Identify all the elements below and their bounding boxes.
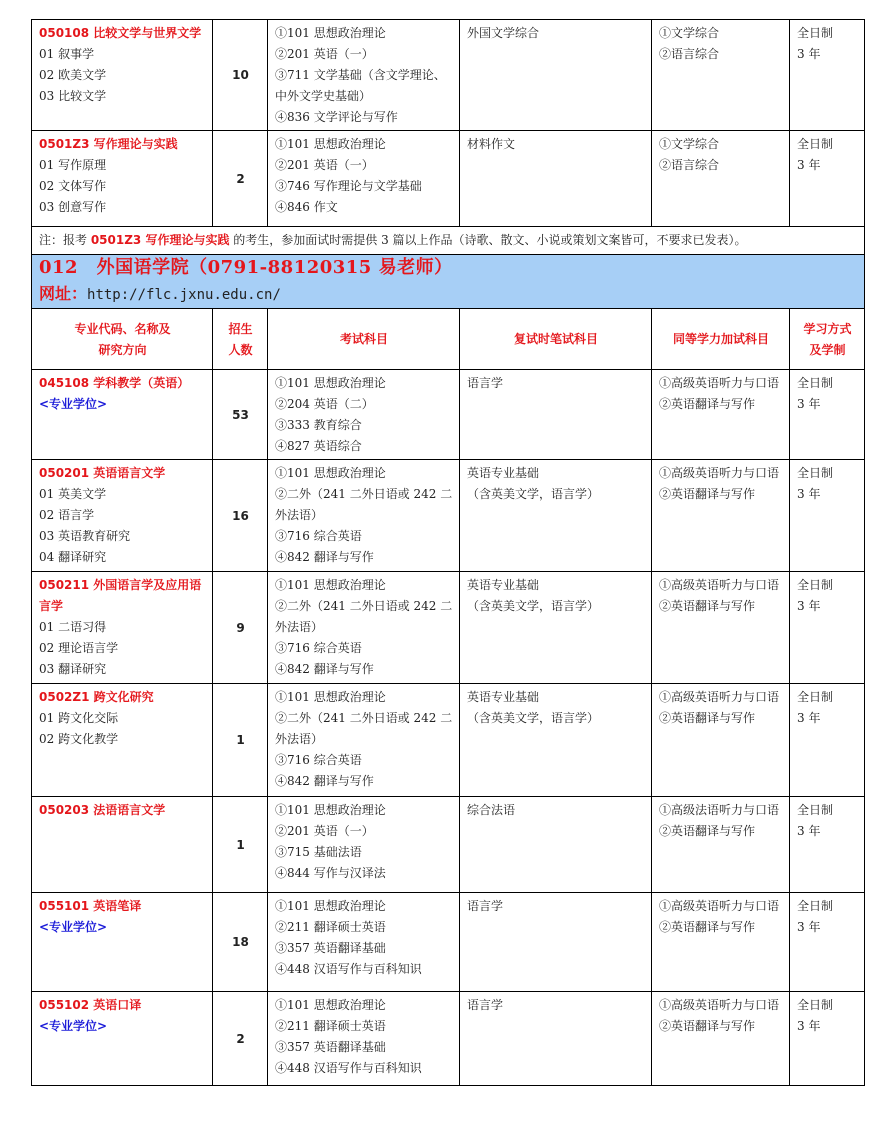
exam-subject: ②211 翻译硕士英语 xyxy=(275,1019,386,1033)
retest-subject-cell xyxy=(460,797,652,893)
note-prefix: 注：报考 xyxy=(39,233,91,247)
research-direction: 03 比较文学 xyxy=(39,89,107,103)
degree-type-tag: <专业学位> xyxy=(39,1019,108,1033)
program-name: 050201 英语语言文学 xyxy=(39,466,166,480)
study-mode-cell xyxy=(790,893,865,992)
literature-rows xyxy=(32,20,865,227)
college-banner-cell xyxy=(32,255,865,309)
extra-test-subject-cell xyxy=(652,370,790,460)
extra-test-subject-cell xyxy=(652,797,790,893)
exam-subject: ④827 英语综合 xyxy=(275,439,362,453)
header-major: 专业代码、名称及 研究方向 xyxy=(32,309,213,370)
note-suffix: 的考生，参加面试时需提供 3 篇以上作品（诗歌、散文、小说或策划文案皆可，不要求已发表）。 xyxy=(229,233,747,247)
study-mode: 3 年 xyxy=(797,487,821,501)
study-mode: 3 年 xyxy=(797,397,821,411)
study-mode: 全日制 xyxy=(797,578,834,592)
exam-subject: ③711 文学基础（含文学理论、中外文学史基础） xyxy=(275,68,446,103)
header-mode: 学习方式 及学制 xyxy=(790,309,865,370)
exam-subject: ①101 思想政治理论 xyxy=(275,690,386,704)
study-mode: 全日制 xyxy=(797,137,834,151)
exam-subject: ③357 英语翻译基础 xyxy=(275,1040,386,1054)
retest-subject: 外国文学综合 xyxy=(467,26,540,40)
header-count: 招生 人数 xyxy=(213,309,268,370)
extra-test-subject: ①高级法语听力与口语 xyxy=(659,803,780,817)
extra-test-subject: ①高级英语听力与口语 xyxy=(659,899,780,913)
study-mode-cell xyxy=(790,20,865,131)
exam-subject: ③716 综合英语 xyxy=(275,753,362,767)
retest-subject: 英语专业基础 xyxy=(467,578,540,592)
exam-subject: ④836 文学评论与写作 xyxy=(275,110,398,124)
extra-test-subject-cell xyxy=(652,572,790,684)
exam-subject: ③716 综合英语 xyxy=(275,529,362,543)
research-direction: 02 文体写作 xyxy=(39,179,107,193)
retest-subject-cell xyxy=(460,684,652,797)
retest-subject: 语言学 xyxy=(467,376,504,390)
extra-test-subject: ②英语翻译与写作 xyxy=(659,397,756,411)
program-name: 050108 比较文学与世界文学 xyxy=(39,26,202,40)
program-cell xyxy=(32,370,213,460)
exam-subject: ③333 教育综合 xyxy=(275,418,362,432)
enrollment-count: 2 xyxy=(213,992,268,1086)
extra-test-subject-cell xyxy=(652,992,790,1086)
exam-subject-cell xyxy=(268,572,460,684)
note-cell xyxy=(32,227,865,255)
program-cell xyxy=(32,20,213,131)
program-cell xyxy=(32,572,213,684)
program-name: 055101 英语笔译 xyxy=(39,899,142,913)
exam-subject-cell xyxy=(268,684,460,797)
enrollment-count: 1 xyxy=(213,797,268,893)
research-direction: 02 欧美文学 xyxy=(39,68,107,82)
header-retest: 复试时笔试科目 xyxy=(460,309,652,370)
research-direction: 02 语言学 xyxy=(39,508,95,522)
exam-subject: ①101 思想政治理论 xyxy=(275,376,386,390)
program-cell xyxy=(32,797,213,893)
exam-subject: ②二外（241 二外日语或 242 二外法语） xyxy=(275,487,453,522)
exam-subject-cell xyxy=(268,20,460,131)
study-mode: 全日制 xyxy=(797,26,834,40)
study-mode-cell xyxy=(790,684,865,797)
retest-subject-cell xyxy=(460,370,652,460)
enrollment-count: 18 xyxy=(213,893,268,992)
foreign-language-rows xyxy=(32,370,865,1086)
enrollment-count: 53 xyxy=(213,370,268,460)
note-highlight: 0501Z3 写作理论与实践 xyxy=(90,233,230,247)
program-row xyxy=(32,370,865,460)
degree-type-tag: <专业学位> xyxy=(39,397,108,411)
extra-test-subject: ②英语翻译与写作 xyxy=(659,1019,756,1033)
exam-subject-cell xyxy=(268,131,460,227)
program-row xyxy=(32,992,865,1086)
research-direction: 02 跨文化教学 xyxy=(39,732,119,746)
program-cell xyxy=(32,684,213,797)
exam-subject: ①101 思想政治理论 xyxy=(275,998,386,1012)
extra-test-subject-cell xyxy=(652,20,790,131)
study-mode: 3 年 xyxy=(797,711,821,725)
extra-test-subject-cell xyxy=(652,460,790,572)
retest-subject: （含英美文学，语言学） xyxy=(467,599,600,613)
exam-subject: ②201 英语（一） xyxy=(275,47,374,61)
enrollment-count: 10 xyxy=(213,20,268,131)
research-direction: 01 叙事学 xyxy=(39,47,95,61)
exam-subject: ①101 思想政治理论 xyxy=(275,466,386,480)
exam-subject: ④448 汉语写作与百科知识 xyxy=(275,1061,422,1075)
retest-subject: （含英美文学，语言学） xyxy=(467,711,600,725)
retest-subject: 语言学 xyxy=(467,998,504,1012)
extra-test-subject: ①高级英语听力与口语 xyxy=(659,578,780,592)
retest-subject: 语言学 xyxy=(467,899,504,913)
extra-test-subject: ①高级英语听力与口语 xyxy=(659,376,780,390)
college-banner xyxy=(32,255,865,309)
retest-subject: 英语专业基础 xyxy=(467,466,540,480)
program-name: 045108 学科教学（英语） xyxy=(39,376,190,390)
retest-subject-cell xyxy=(460,572,652,684)
catalog-table xyxy=(31,19,865,1086)
retest-subject-cell xyxy=(460,131,652,227)
study-mode: 全日制 xyxy=(797,690,834,704)
study-mode: 全日制 xyxy=(797,466,834,480)
extra-test-subject: ①高级英语听力与口语 xyxy=(659,998,780,1012)
research-direction: 01 二语习得 xyxy=(39,620,107,634)
retest-subject: 材料作文 xyxy=(467,137,516,151)
study-mode-cell xyxy=(790,131,865,227)
study-mode: 全日制 xyxy=(797,376,834,390)
program-cell xyxy=(32,460,213,572)
extra-test-subject-cell xyxy=(652,684,790,797)
program-name: 0501Z3 写作理论与实践 xyxy=(39,137,178,151)
extra-test-subject: ②英语翻译与写作 xyxy=(659,599,756,613)
exam-subject: ④842 翻译与写作 xyxy=(275,774,374,788)
exam-subject: ②二外（241 二外日语或 242 二外法语） xyxy=(275,711,453,746)
note-row xyxy=(32,227,865,255)
extra-test-subject: ②英语翻译与写作 xyxy=(659,711,756,725)
exam-subject: ①101 思想政治理论 xyxy=(275,578,386,592)
extra-test-subject: ②英语翻译与写作 xyxy=(659,824,756,838)
exam-subject: ①101 思想政治理论 xyxy=(275,899,386,913)
extra-test-subject: ①高级英语听力与口语 xyxy=(659,690,780,704)
study-mode-cell xyxy=(790,572,865,684)
college-title: 012 外国语学院（0791-88120315 易老师） xyxy=(39,257,453,278)
retest-subject-cell xyxy=(460,893,652,992)
exam-subject: ②二外（241 二外日语或 242 二外法语） xyxy=(275,599,453,634)
extra-test-subject: ①高级英语听力与口语 xyxy=(659,466,780,480)
exam-subject: ③357 英语翻译基础 xyxy=(275,941,386,955)
enrollment-count: 16 xyxy=(213,460,268,572)
header-exam: 考试科目 xyxy=(268,309,460,370)
program-cell xyxy=(32,131,213,227)
study-mode: 3 年 xyxy=(797,920,821,934)
program-row xyxy=(32,131,865,227)
exam-subject: ④842 翻译与写作 xyxy=(275,662,374,676)
exam-subject: ②204 英语（二） xyxy=(275,397,374,411)
extra-test-subject: ①文学综合 xyxy=(659,137,720,151)
research-direction: 02 理论语言学 xyxy=(39,641,119,655)
extra-test-subject-cell xyxy=(652,893,790,992)
study-mode: 3 年 xyxy=(797,47,821,61)
exam-subject: ①101 思想政治理论 xyxy=(275,26,386,40)
study-mode: 全日制 xyxy=(797,899,834,913)
study-mode: 3 年 xyxy=(797,1019,821,1033)
exam-subject: ②211 翻译硕士英语 xyxy=(275,920,386,934)
enrollment-count: 9 xyxy=(213,572,268,684)
study-mode-cell xyxy=(790,797,865,893)
exam-subject-cell xyxy=(268,370,460,460)
exam-subject: ④844 写作与汉译法 xyxy=(275,866,386,880)
program-name: 050211 外国语言学及应用语言学 xyxy=(39,578,202,613)
program-row xyxy=(32,20,865,131)
program-cell xyxy=(32,992,213,1086)
enrollment-count: 2 xyxy=(213,131,268,227)
research-direction: 04 翻译研究 xyxy=(39,550,107,564)
research-direction: 03 英语教育研究 xyxy=(39,529,131,543)
exam-subject: ②201 英语（一） xyxy=(275,824,374,838)
research-direction: 01 跨文化交际 xyxy=(39,711,119,725)
extra-test-subject: ②语言综合 xyxy=(659,158,720,172)
program-name: 0502Z1 跨文化研究 xyxy=(39,690,154,704)
header-extra: 同等学力加试科目 xyxy=(652,309,790,370)
exam-subject: ①101 思想政治理论 xyxy=(275,137,386,151)
program-row xyxy=(32,684,865,797)
retest-subject: 英语专业基础 xyxy=(467,690,540,704)
college-site-label: 网址： xyxy=(39,284,88,303)
study-mode: 3 年 xyxy=(797,599,821,613)
exam-subject: ④448 汉语写作与百科知识 xyxy=(275,962,422,976)
extra-test-subject: ②英语翻译与写作 xyxy=(659,920,756,934)
study-mode: 3 年 xyxy=(797,824,821,838)
extra-test-subject: ②英语翻译与写作 xyxy=(659,487,756,501)
college-site-url[interactable]: http://flc.jxnu.edu.cn/ xyxy=(87,287,281,303)
extra-test-subject: ①文学综合 xyxy=(659,26,720,40)
degree-type-tag: <专业学位> xyxy=(39,920,108,934)
exam-subject-cell xyxy=(268,460,460,572)
research-direction: 03 创意写作 xyxy=(39,200,107,214)
program-name: 050203 法语语言文学 xyxy=(39,803,166,817)
retest-subject-cell xyxy=(460,20,652,131)
program-row xyxy=(32,893,865,992)
exam-subject: ③746 写作理论与文学基础 xyxy=(275,179,422,193)
retest-subject-cell xyxy=(460,992,652,1086)
study-mode: 全日制 xyxy=(797,998,834,1012)
college-website xyxy=(39,281,857,308)
program-row xyxy=(32,797,865,893)
column-header-row xyxy=(32,309,865,370)
exam-subject-cell xyxy=(268,893,460,992)
retest-subject-cell xyxy=(460,460,652,572)
retest-subject: 综合法语 xyxy=(467,803,516,817)
study-mode: 3 年 xyxy=(797,158,821,172)
study-mode: 全日制 xyxy=(797,803,834,817)
exam-subject-cell xyxy=(268,992,460,1086)
exam-subject: ③716 综合英语 xyxy=(275,641,362,655)
program-row xyxy=(32,460,865,572)
program-cell xyxy=(32,893,213,992)
research-direction: 01 写作原理 xyxy=(39,158,107,172)
extra-test-subject-cell xyxy=(652,131,790,227)
exam-subject-cell xyxy=(268,797,460,893)
exam-subject: ②201 英语（一） xyxy=(275,158,374,172)
research-direction: 03 翻译研究 xyxy=(39,662,107,676)
study-mode-cell xyxy=(790,992,865,1086)
study-mode-cell xyxy=(790,460,865,572)
extra-test-subject: ②语言综合 xyxy=(659,47,720,61)
exam-subject: ①101 思想政治理论 xyxy=(275,803,386,817)
enrollment-count: 1 xyxy=(213,684,268,797)
program-name: 055102 英语口译 xyxy=(39,998,142,1012)
exam-subject: ④842 翻译与写作 xyxy=(275,550,374,564)
admission-catalog-page xyxy=(31,19,864,1086)
program-row xyxy=(32,572,865,684)
retest-subject: （含英美文学，语言学） xyxy=(467,487,600,501)
exam-subject: ③715 基础法语 xyxy=(275,845,362,859)
exam-subject: ④846 作文 xyxy=(275,200,338,214)
study-mode-cell xyxy=(790,370,865,460)
research-direction: 01 英美文学 xyxy=(39,487,107,501)
